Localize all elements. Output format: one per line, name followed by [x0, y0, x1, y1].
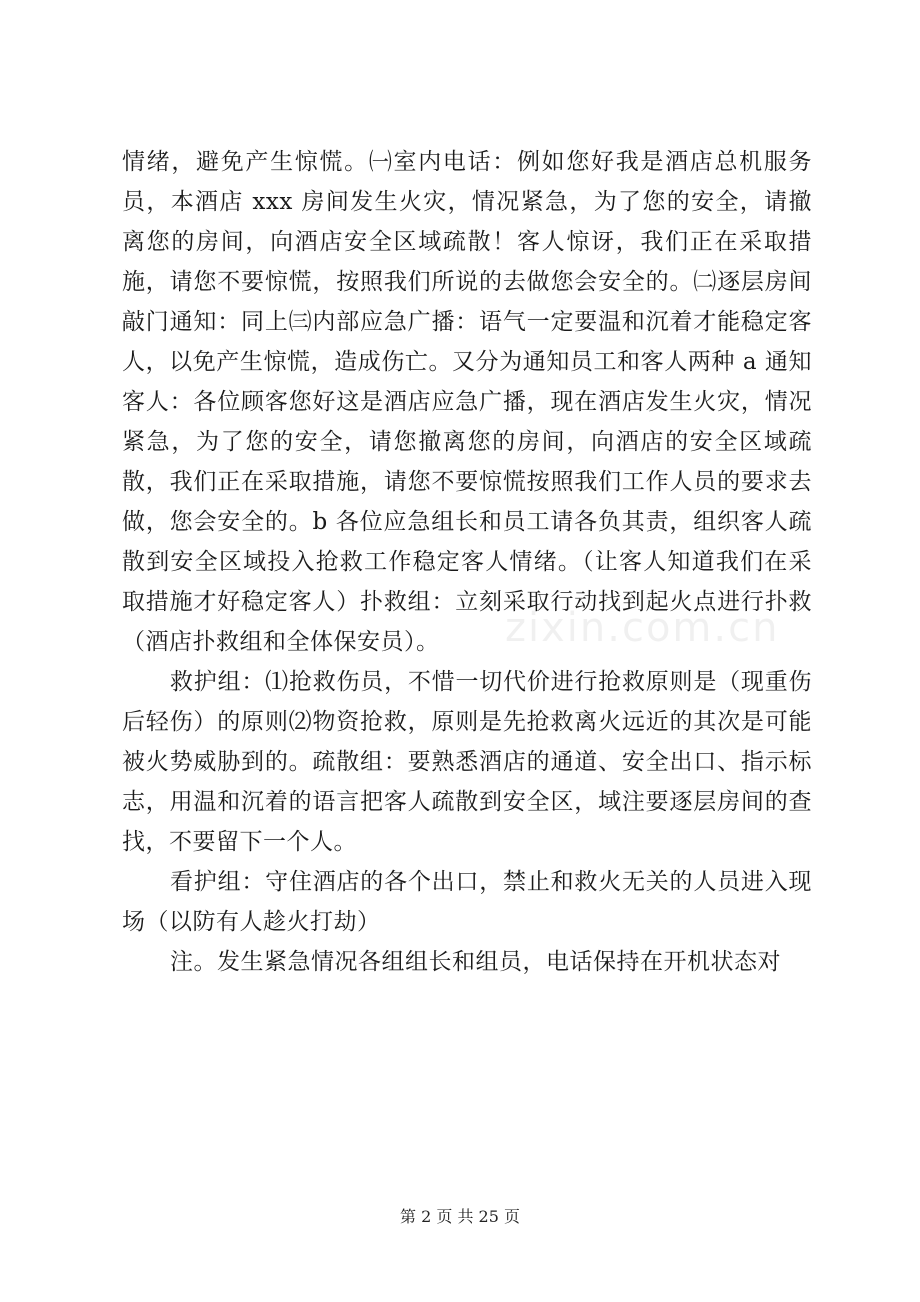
paragraph-2: 救护组：⑴抢救伤员，不惜一切代价进行抢救原则是（现重伤后轻伤）的原则⑵物资抢救，原则是先抢救离火远近的其次是可能被火势威胁到的。疏散组：要熟悉酒店的通道、安全出口、指示标志，用温和沉着的语言把客人疏散到安全区，域注要逐层房间的查找，不要留下一个人。 [122, 669, 812, 855]
paragraph-3: 看护组：守住酒店的各个出口，禁止和救火无关的人员进入现场（以防有人趁火打劫） [122, 869, 812, 935]
document-body [122, 142, 812, 982]
page-footer: 第 2 页 共 25 页 [400, 1207, 520, 1226]
paragraph-1: 情绪，避免产生惊慌。㈠室内电话：例如您好我是酒店总机服务员，本酒店 xxx 房间发生火灾，情况紧急，为了您的安全，请撤离您的房间，向酒店安全区域疏散！客人惊讶，我们正在采取措施，请您不要惊慌，按照我们所说的去做您会安全的。㈡逐层房间敲门通知：同上㈢内部应急广播：语气一定要温和沉着才能稳定客人，以免产生惊慌，造成伤亡。又分为通知员工和客人两种 a 通知客人：各位顾客您好这是酒店应急广播，现在酒店发生火灾，情况紧急，为了您的安全，请您撤离您的房间，向酒店的安全区域疏散，我们正在采取措施，请您不要惊慌按照我们工作人员的要求去做，您会安全的。b 各位应急组长和员工请各负其责，组织客人疏散到安全区域投入抢救工作稳定客人情绪。（让客人知道我们在采取措施才好稳定客人）扑救组：立刻采取行动找到起火点进行扑救（酒店扑救组和全体保安员）。 [122, 149, 812, 655]
watermark: zixin.com.cn [505, 605, 780, 651]
paragraph-4: 注。发生紧急情况各组组长和组员，电话保持在开机状态对 [170, 949, 781, 975]
